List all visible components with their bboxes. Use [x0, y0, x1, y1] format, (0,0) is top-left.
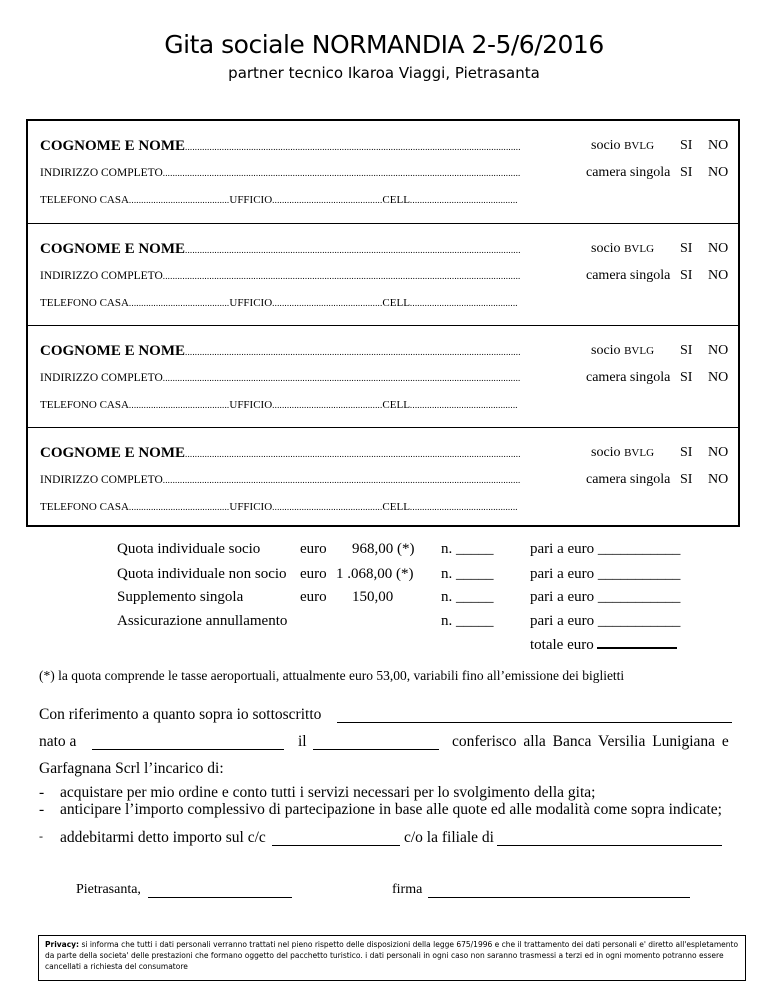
address-field[interactable]: INDIRIZZO COMPLETO..................................................................................................................................................	[40, 270, 521, 282]
socio-label: socio BVLG	[591, 138, 655, 153]
quote-label: Assicurazione annullamento	[117, 613, 288, 629]
bullet-dash: -	[39, 784, 45, 801]
camera-singola-label: camera singola	[586, 268, 671, 283]
socio-si-option[interactable]: SI	[680, 241, 693, 256]
address-field[interactable]: INDIRIZZO COMPLETO..................................................................................................................................................	[40, 372, 521, 384]
participant-entry-1	[28, 121, 738, 223]
participants-form	[26, 119, 740, 527]
mandate-item-2: anticipare l’importo complessivo di partecipazione in base alle quote ed alle modalità come sopra indicate;	[60, 801, 722, 818]
camera-no-option[interactable]: NO	[708, 165, 729, 180]
privacy-text: si informa che tutti i dati personali verranno trattati nel pieno rispetto delle disposizioni della legge 675/1996 e che il trattamento dei dati personali e' diretto all'espletamento da parte della societa' delle prestazioni che formano oggetto del pacchetto turistico. i dati personali in ogni caso non saranno trasmessi a terzi ed in ogni momento potranno essere cancellati a richiesta del consumatore	[45, 940, 739, 971]
birthdate-label: il	[298, 733, 307, 750]
bullet-dash: -	[39, 829, 43, 843]
camera-singola-label: camera singola	[586, 370, 671, 385]
phone-fields[interactable]: TELEFONO CASA.........................................UFFICIO.............................................CELL............................................	[40, 399, 518, 411]
quote-count-field[interactable]: n. _____	[441, 613, 494, 629]
auth-line-1: Con riferimento a quanto sopra io sottoscritto	[39, 706, 322, 723]
camera-singola-label: camera singola	[586, 165, 671, 180]
socio-si-option[interactable]: SI	[680, 343, 693, 358]
camera-si-option[interactable]: SI	[680, 165, 693, 180]
socio-no-option[interactable]: NO	[708, 241, 729, 256]
name-field[interactable]: COGNOME E NOME.........................................................................................................................................	[40, 445, 521, 461]
quote-label: Quota individuale non socio	[117, 566, 287, 582]
address-field[interactable]: INDIRIZZO COMPLETO..................................................................................................................................................	[40, 167, 521, 179]
quote-amount: 1 .068,00 (*)	[336, 566, 414, 582]
privacy-label: Privacy:	[45, 940, 80, 949]
price-note: (*) la quota comprende le tasse aeroportuali, attualmente euro 53,00, variabili fino all’emissione dei biglietti	[39, 668, 625, 683]
auth-bank-text: conferisco alla Banca Versilia Lunigiana e	[452, 733, 729, 750]
branch-field[interactable]	[497, 845, 722, 846]
quote-subtotal-field[interactable]: pari a euro ___________	[530, 566, 681, 582]
quote-amount: 968,00 (*)	[352, 541, 415, 557]
quote-label: Supplemento singola	[117, 589, 244, 605]
camera-si-option[interactable]: SI	[680, 370, 693, 385]
place-label: Pietrasanta,	[76, 882, 141, 897]
camera-singola-label: camera singola	[586, 472, 671, 487]
name-field[interactable]: COGNOME E NOME.........................................................................................................................................	[40, 343, 521, 359]
quote-amount: 150,00	[352, 589, 394, 605]
quote-subtotal-field[interactable]: pari a euro ___________	[530, 541, 681, 557]
document-subtitle: partner tecnico Ikaroa Viaggi, Pietrasanta	[228, 64, 540, 82]
total-field[interactable]: totale euro	[530, 637, 677, 654]
camera-si-option[interactable]: SI	[680, 268, 693, 283]
quote-currency: euro	[300, 589, 327, 605]
mandate-item-3: addebitarmi detto importo sul c/c	[60, 829, 266, 846]
camera-no-option[interactable]: NO	[708, 370, 729, 385]
account-number-field[interactable]	[272, 845, 400, 846]
socio-no-option[interactable]: NO	[708, 138, 729, 153]
participant-entry-2	[28, 223, 738, 326]
quote-count-field[interactable]: n. _____	[441, 566, 494, 582]
socio-label: socio BVLG	[591, 241, 655, 256]
address-field[interactable]: INDIRIZZO COMPLETO..................................................................................................................................................	[40, 474, 521, 486]
socio-no-option[interactable]: NO	[708, 445, 729, 460]
participant-entry-3	[28, 325, 738, 428]
camera-si-option[interactable]: SI	[680, 472, 693, 487]
socio-si-option[interactable]: SI	[680, 138, 693, 153]
birthplace-field[interactable]	[92, 749, 284, 750]
quote-label: Quota individuale socio	[117, 541, 261, 557]
camera-no-option[interactable]: NO	[708, 472, 729, 487]
quote-subtotal-field[interactable]: pari a euro ___________	[530, 613, 681, 629]
camera-no-option[interactable]: NO	[708, 268, 729, 283]
auth-line-3: Garfagnana Scrl l’incarico di:	[39, 760, 224, 777]
mandate-item-1: acquistare per mio ordine e conto tutti i servizi necessari per lo svolgimento della gita;	[60, 784, 596, 801]
quote-currency: euro	[300, 541, 327, 557]
birthdate-field[interactable]	[313, 749, 439, 750]
name-field[interactable]: COGNOME E NOME.........................................................................................................................................	[40, 241, 521, 257]
socio-si-option[interactable]: SI	[680, 445, 693, 460]
socio-label: socio BVLG	[591, 445, 655, 460]
quote-count-field[interactable]: n. _____	[441, 541, 494, 557]
phone-fields[interactable]: TELEFONO CASA.........................................UFFICIO.............................................CELL............................................	[40, 194, 518, 206]
quote-currency: euro	[300, 566, 327, 582]
participant-entry-4	[28, 427, 738, 530]
date-field[interactable]	[148, 897, 292, 898]
socio-label: socio BVLG	[591, 343, 655, 358]
privacy-notice	[38, 935, 746, 981]
quote-subtotal-field[interactable]: pari a euro ___________	[530, 589, 681, 605]
signature-label: firma	[392, 882, 423, 897]
birthplace-label: nato a	[39, 733, 77, 750]
phone-fields[interactable]: TELEFONO CASA.........................................UFFICIO.............................................CELL............................................	[40, 297, 518, 309]
socio-no-option[interactable]: NO	[708, 343, 729, 358]
quote-count-field[interactable]: n. _____	[441, 589, 494, 605]
document-title: Gita sociale NORMANDIA 2-5/6/2016	[164, 30, 604, 59]
name-field[interactable]: COGNOME E NOME.........................................................................................................................................	[40, 138, 521, 154]
signer-name-field[interactable]	[337, 722, 732, 723]
signature-field[interactable]	[428, 897, 690, 898]
phone-fields[interactable]: TELEFONO CASA.........................................UFFICIO.............................................CELL............................................	[40, 501, 518, 513]
branch-label: c/o la filiale di	[404, 829, 494, 846]
bullet-dash: -	[39, 801, 45, 818]
